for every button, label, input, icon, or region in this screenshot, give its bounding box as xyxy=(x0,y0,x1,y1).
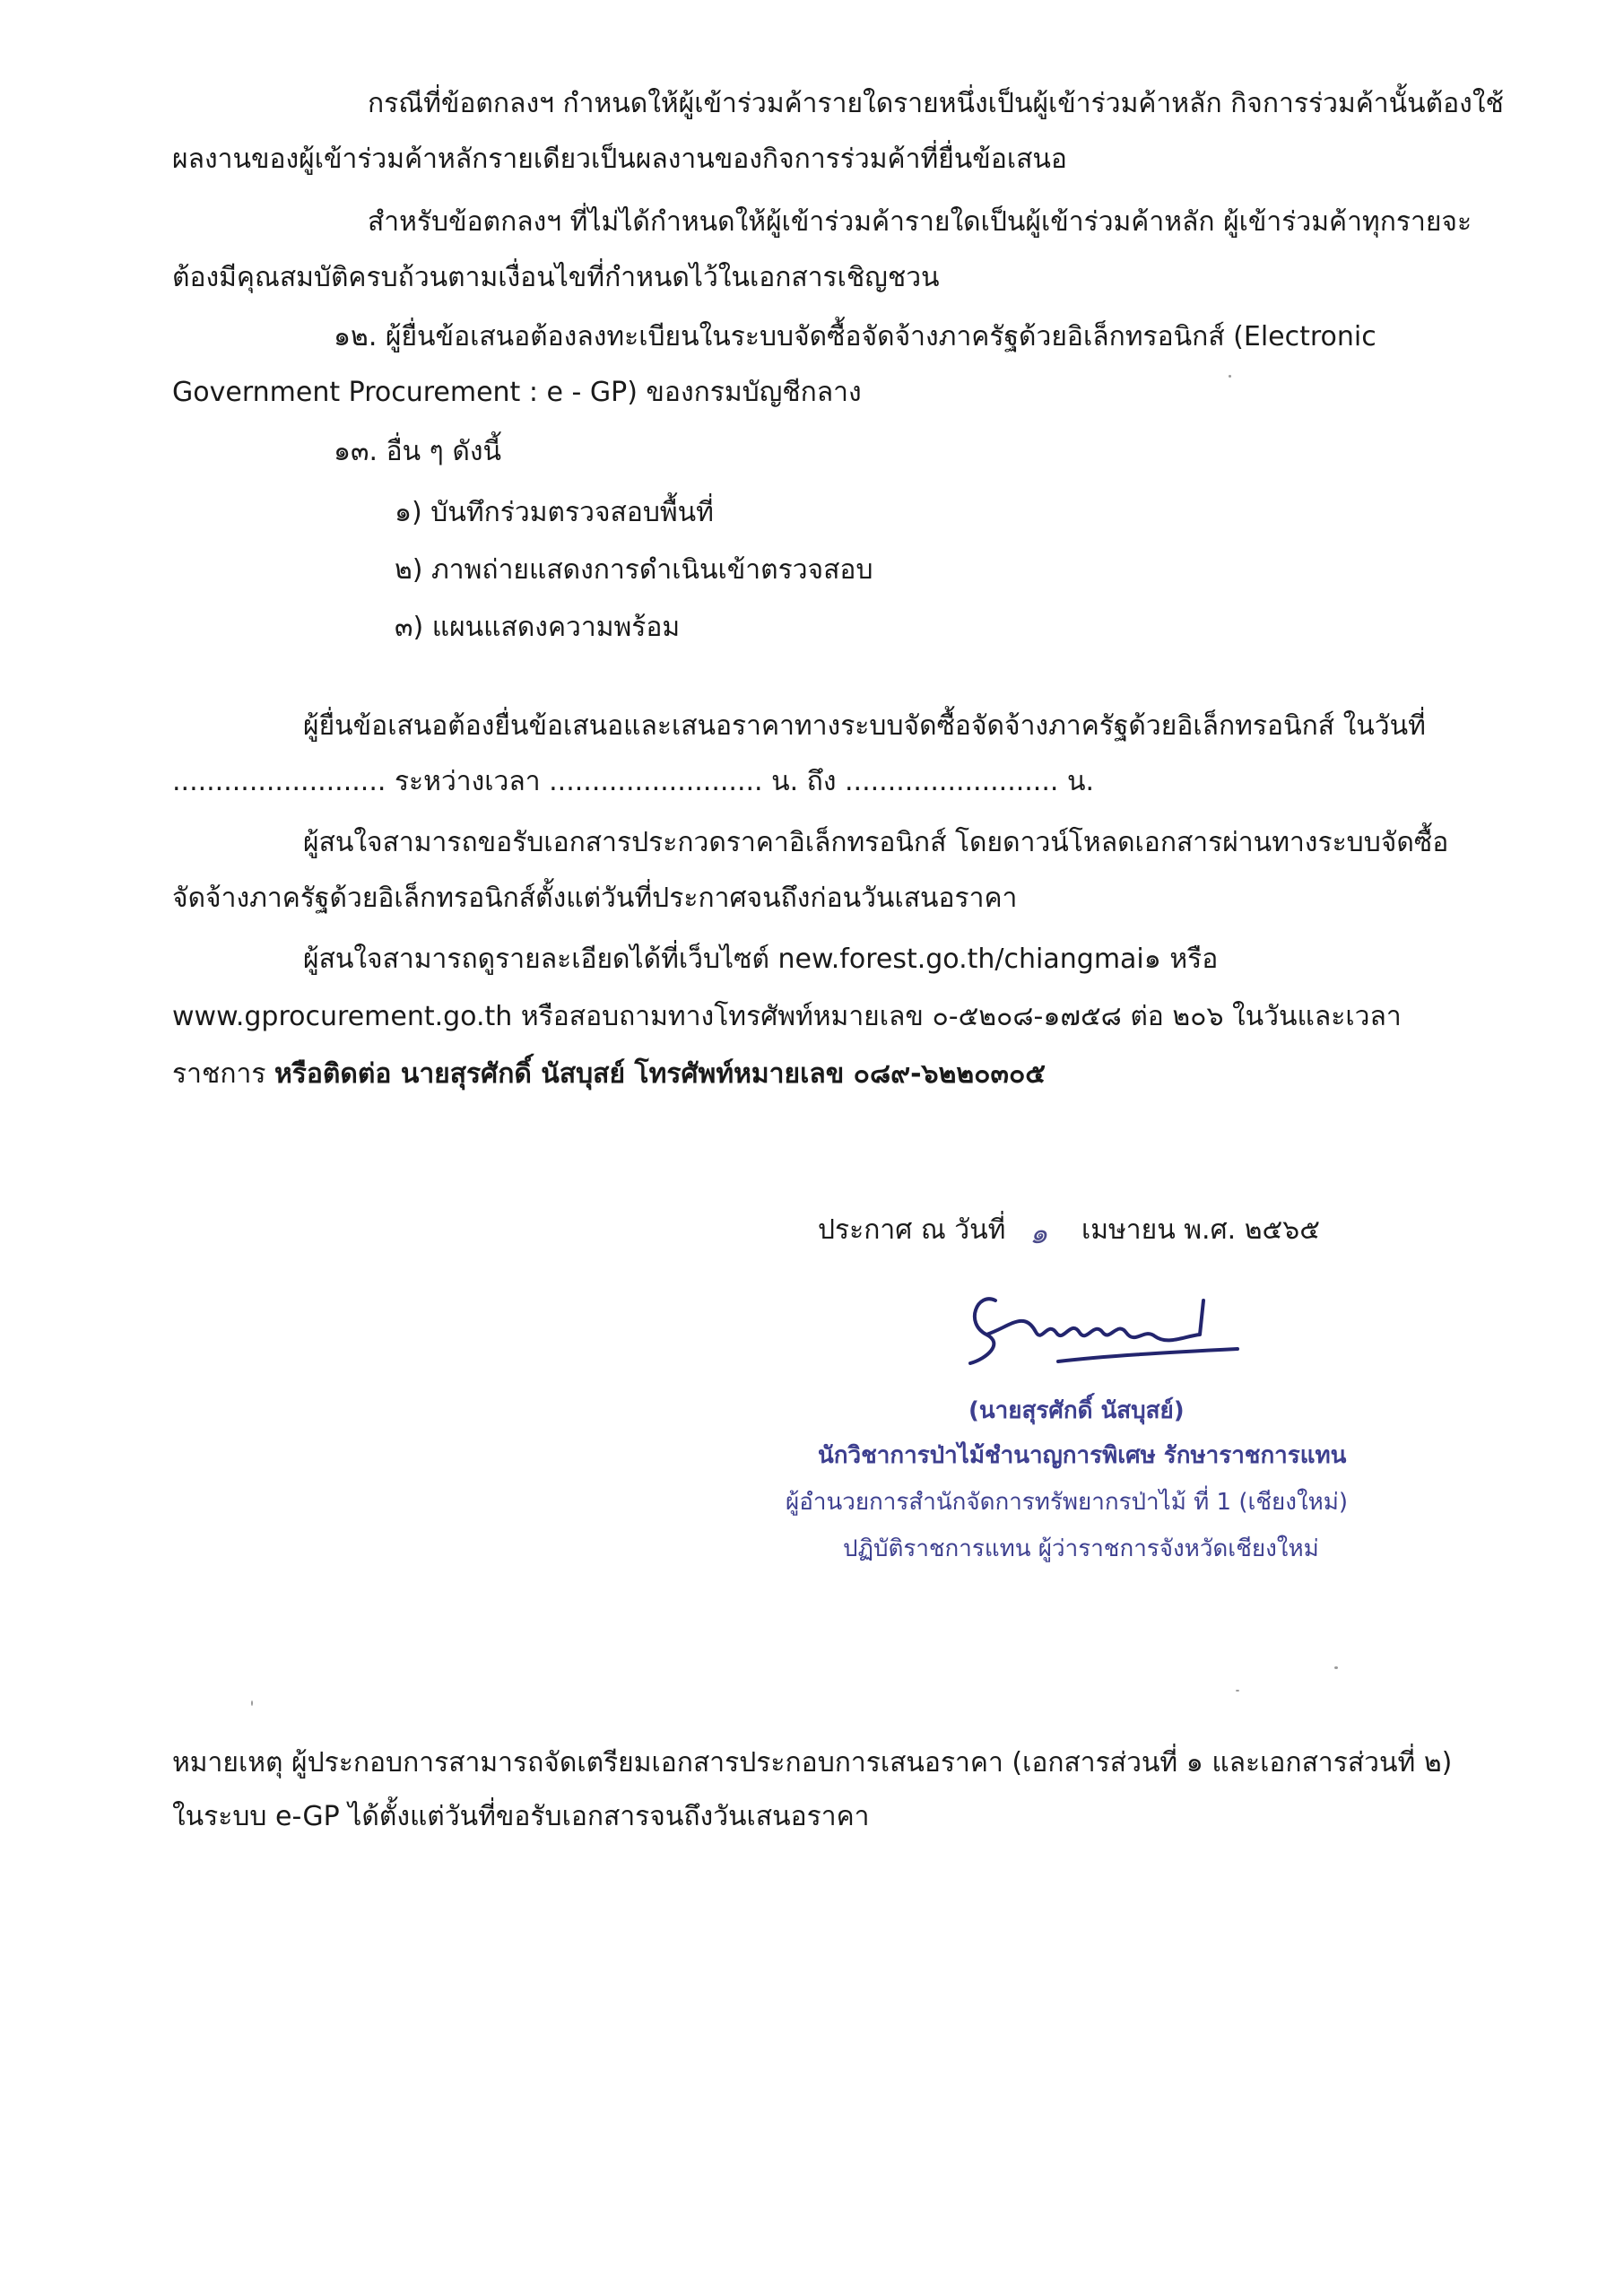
remark-line2: ในระบบ e-GP ได้ตั้งแต่วันที่ขอรับเอกสารจนถึงวันเสนอราคา xyxy=(172,1801,870,1832)
announcement-day: ๑ xyxy=(1029,1216,1048,1250)
contact-line3 xyxy=(172,1057,1046,1092)
item13-sub1: ๑) บันทึกร่วมตรวจสอบพื้นที่ xyxy=(395,497,714,528)
scan-speck xyxy=(1229,375,1231,378)
download-line2: จัดจ้างภาครัฐด้วยอิเล็กทรอนิกส์ตั้งแต่วันที่ประกาศจนถึงก่อนวันเสนอราคา xyxy=(172,883,1018,914)
contact-line2: www.gprocurement.go.th หรือสอบถามทางโทรศัพท์หมายเลข ๐-๕๒๐๘-๑๗๕๘ ต่อ ๒๐๖ ในวันและเวลา xyxy=(172,1001,1402,1032)
signatory-position3: ปฏิบัติราชการแทน ผู้ว่าราชการจังหวัดเชียงใหม่ xyxy=(843,1535,1319,1562)
remark-line1: หมายเหตุ ผู้ประกอบการสามารถจัดเตรียมเอกสารประกอบการเสนอราคา (เอกสารส่วนที่ ๑ และเอกสารส่วนที่ ๒) xyxy=(172,1747,1453,1779)
joint-all-line1: สำหรับข้อตกลงฯ ที่ไม่ได้กำหนดให้ผู้เข้าร่วมค้ารายใดเป็นผู้เข้าร่วมค้าหลัก ผู้เข้าร่วมค้าทุกรายจะ xyxy=(368,206,1472,238)
joint-lead-line1: กรณีที่ข้อตกลงฯ กำหนดให้ผู้เข้าร่วมค้ารายใดรายหนึ่งเป็นผู้เข้าร่วมค้าหลัก กิจการร่วมค้านั้นต้องใช้ xyxy=(368,88,1504,119)
item13-sub3: ๓) แผนแสดงความพร้อม xyxy=(395,612,681,643)
item13-heading: ๑๓. อื่น ๆ ดังนี้ xyxy=(334,436,501,467)
signatory-name: (นายสุรศักดิ์ นัสบุสย์) xyxy=(968,1397,1185,1424)
announcement-suffix: เมษายน พ.ศ. ๒๕๖๕ xyxy=(1081,1214,1320,1246)
signature-image xyxy=(960,1274,1255,1381)
submission-line2: ......................... ระหว่างเวลา ......................... น. ถึง ......................... น. xyxy=(172,766,1094,797)
item13-sub2: ๒) ภาพถ่ายแสดงการดำเนินเข้าตรวจสอบ xyxy=(395,554,873,586)
scan-speck xyxy=(1334,1666,1338,1669)
contact-line3-prefix: ราชการ xyxy=(172,1058,266,1090)
item12-line2: Government Procurement : e - GP) ของกรมบัญชีกลาง xyxy=(172,377,862,408)
joint-lead-line2: ผลงานของผู้เข้าร่วมค้าหลักรายเดียวเป็นผลงานของกิจการร่วมค้าที่ยื่นข้อเสนอ xyxy=(172,144,1067,175)
submission-line1: ผู้ยื่นข้อเสนอต้องยื่นข้อเสนอและเสนอราคาทางระบบจัดซื้อจัดจ้างภาครัฐด้วยอิเล็กทรอนิกส์ ในวันที่ xyxy=(303,710,1426,742)
scan-speck xyxy=(251,1700,253,1706)
item12-line1: ๑๒. ผู้ยื่นข้อเสนอต้องลงทะเบียนในระบบจัดซื้อจัดจ้างภาครัฐด้วยอิเล็กทรอนิกส์ (Electronic xyxy=(334,321,1376,352)
announcement-prefix: ประกาศ ณ วันที่ xyxy=(818,1214,1006,1246)
scan-speck xyxy=(1236,1690,1239,1692)
signatory-position2: ผู้อำนวยการสำนักจัดการทรัพยากรป่าไม้ ที่ 1 (เชียงใหม่) xyxy=(786,1489,1349,1516)
contact-line3-bold: หรือติดต่อ นายสุรศักดิ์ นัสบุสย์ โทรศัพท์หมายเลข ๐๘๙-๖๒๒๐๓๐๕ xyxy=(274,1058,1046,1090)
download-line1: ผู้สนใจสามารถขอรับเอกสารประกวดราคาอิเล็กทรอนิกส์ โดยดาวน์โหลดเอกสารผ่านทางระบบจัดซื้อ xyxy=(303,827,1449,858)
contact-line1: ผู้สนใจสามารถดูรายละเอียดได้ที่เว็บไซต์ new.forest.go.th/chiangmai๑ หรือ xyxy=(303,944,1219,975)
joint-all-line2: ต้องมีคุณสมบัติครบถ้วนตามเงื่อนไขที่กำหนดไว้ในเอกสารเชิญชวน xyxy=(172,262,940,293)
signatory-position1: นักวิชาการป่าไม้ชำนาญการพิเศษ รักษาราชการแทน xyxy=(818,1442,1347,1469)
